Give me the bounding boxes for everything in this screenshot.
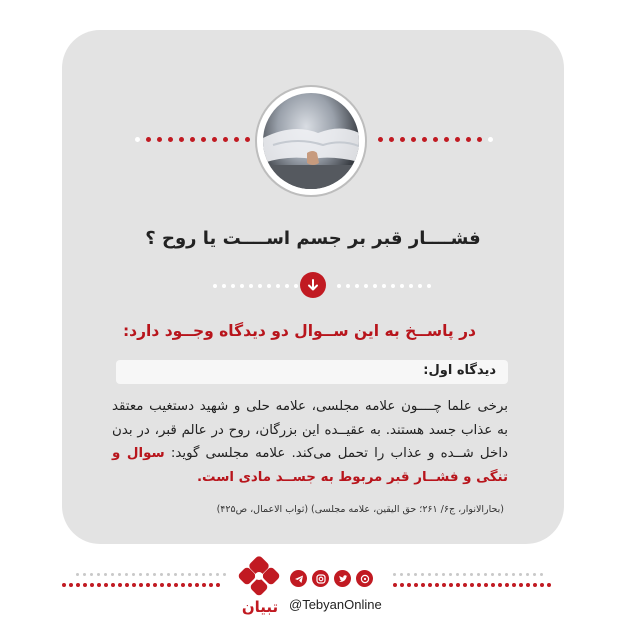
decorative-dot: [421, 583, 425, 587]
decorative-dot: [97, 583, 101, 587]
decorative-dot: [190, 137, 195, 142]
decorative-dot: [104, 573, 107, 576]
decorative-dot: [512, 573, 515, 576]
decorative-dot: [519, 583, 523, 587]
decorative-dot: [118, 573, 121, 576]
decorative-dot: [125, 583, 129, 587]
shrouded-body-image: [263, 93, 359, 189]
page-title: فشــــار قبر بر جسم اســــت یا روح ؟: [145, 228, 481, 249]
decorative-dot: [181, 583, 185, 587]
arrow-down-icon: [307, 279, 319, 291]
decorative-dots-right: [378, 137, 493, 142]
body-highlight: سوال و تنگی و فشــار قبر مربوط به جســد مادی است.: [112, 446, 508, 485]
decorative-dot: [146, 137, 151, 142]
decorative-dot: [188, 583, 192, 587]
decorative-dot: [222, 284, 226, 288]
decorative-dot: [231, 284, 235, 288]
viewpoint-label: دیدگاه اول:: [423, 363, 496, 378]
decorative-dot: [209, 573, 212, 576]
decorative-dot: [505, 583, 509, 587]
decorative-dot: [201, 137, 206, 142]
section-subtitle: در پاســخ به این ســوال دو دیدگاه وجــود دارد:: [122, 322, 476, 340]
decorative-dot: [382, 284, 386, 288]
footer-dots-right-bottom: [393, 583, 551, 587]
decorative-dot: [346, 284, 350, 288]
divider-dots-right: [337, 284, 431, 288]
decorative-dot: [202, 573, 205, 576]
decorative-dot: [76, 573, 79, 576]
decorative-dot: [195, 583, 199, 587]
decorative-dot: [484, 573, 487, 576]
decorative-dot: [118, 583, 122, 587]
decorative-dot: [491, 583, 495, 587]
decorative-dot: [488, 137, 493, 142]
decorative-dot: [540, 583, 544, 587]
decorative-dot: [389, 137, 394, 142]
decorative-dot: [466, 137, 471, 142]
decorative-dot: [90, 583, 94, 587]
body-text: برخی علما چــــون علامه مجلسی، علامه حلی و شهید دستغیب معتقد به عذاب جسد هستند. به عقیــده این بزرگان، روح در عالم قبر، در بدن داخل شــده و عذاب را تحمل می‌کند. علامه مجلسی گوید:: [112, 399, 509, 461]
decorative-dot: [135, 137, 140, 142]
decorative-dot: [188, 573, 191, 576]
decorative-dot: [83, 583, 87, 587]
decorative-dot: [364, 284, 368, 288]
header-photo: [255, 85, 367, 197]
decorative-dot: [456, 583, 460, 587]
decorative-dot: [477, 137, 482, 142]
decorative-dot: [111, 583, 115, 587]
instagram-icon[interactable]: [312, 570, 329, 587]
decorative-dot: [491, 573, 494, 576]
decorative-dot: [181, 573, 184, 576]
decorative-dot: [174, 583, 178, 587]
decorative-dot: [428, 583, 432, 587]
decorative-dot: [146, 573, 149, 576]
decorative-dot: [435, 573, 438, 576]
decorative-dot: [160, 583, 164, 587]
decorative-dot: [234, 137, 239, 142]
decorative-dot: [444, 137, 449, 142]
decorative-dot: [393, 573, 396, 576]
decorative-dot: [407, 573, 410, 576]
scroll-down-button[interactable]: [300, 272, 326, 298]
twitter-icon[interactable]: [334, 570, 351, 587]
decorative-dot: [174, 573, 177, 576]
decorative-dot: [285, 284, 289, 288]
decorative-dot: [258, 284, 262, 288]
decorative-dots-left: [135, 137, 250, 142]
decorative-dot: [355, 284, 359, 288]
decorative-dot: [195, 573, 198, 576]
decorative-dot: [414, 583, 418, 587]
decorative-dot: [146, 583, 150, 587]
divider-dots-left: [213, 284, 307, 288]
decorative-dot: [435, 583, 439, 587]
decorative-dot: [216, 573, 219, 576]
decorative-dot: [498, 573, 501, 576]
decorative-dot: [76, 583, 80, 587]
decorative-dot: [132, 573, 135, 576]
decorative-dot: [104, 583, 108, 587]
decorative-dot: [442, 573, 445, 576]
decorative-dot: [519, 573, 522, 576]
decorative-dot: [512, 583, 516, 587]
decorative-dot: [83, 573, 86, 576]
decorative-dot: [125, 573, 128, 576]
decorative-dot: [526, 583, 530, 587]
decorative-dot: [213, 284, 217, 288]
decorative-dot: [267, 284, 271, 288]
decorative-dot: [463, 583, 467, 587]
decorative-dot: [132, 583, 136, 587]
decorative-dot: [533, 573, 536, 576]
decorative-dot: [455, 137, 460, 142]
social-handle: @TebyanOnline: [289, 597, 382, 612]
decorative-dot: [409, 284, 413, 288]
decorative-dot: [411, 137, 416, 142]
decorative-dot: [139, 573, 142, 576]
footer-dots-left-top: [76, 573, 226, 576]
decorative-dot: [449, 573, 452, 576]
decorative-dot: [463, 573, 466, 576]
decorative-dot: [212, 137, 217, 142]
decorative-dot: [456, 573, 459, 576]
decorative-dot: [418, 284, 422, 288]
decorative-dot: [160, 573, 163, 576]
decorative-dot: [414, 573, 417, 576]
decorative-dot: [470, 573, 473, 576]
decorative-dot: [216, 583, 220, 587]
telegram-icon[interactable]: [290, 570, 307, 587]
decorative-dot: [90, 573, 93, 576]
decorative-dot: [442, 583, 446, 587]
decorative-dot: [153, 583, 157, 587]
decorative-dot: [391, 284, 395, 288]
viewpoint-header: [116, 360, 508, 384]
decorative-dot: [337, 284, 341, 288]
aparat-icon[interactable]: [356, 570, 373, 587]
decorative-dot: [498, 583, 502, 587]
decorative-dot: [400, 573, 403, 576]
decorative-dot: [470, 583, 474, 587]
decorative-dot: [449, 583, 453, 587]
decorative-dot: [378, 137, 383, 142]
decorative-dot: [400, 583, 404, 587]
decorative-dot: [428, 573, 431, 576]
decorative-dot: [111, 573, 114, 576]
body-paragraph: [112, 395, 508, 489]
decorative-dot: [477, 573, 480, 576]
decorative-dot: [407, 583, 411, 587]
decorative-dot: [179, 137, 184, 142]
decorative-dot: [167, 583, 171, 587]
decorative-dot: [276, 284, 280, 288]
social-links: [290, 570, 373, 587]
decorative-dot: [294, 284, 298, 288]
decorative-dot: [484, 583, 488, 587]
decorative-dot: [533, 583, 537, 587]
decorative-dot: [433, 137, 438, 142]
decorative-dot: [223, 137, 228, 142]
decorative-dot: [540, 573, 543, 576]
tebyan-logo: [236, 556, 282, 598]
decorative-dot: [240, 284, 244, 288]
decorative-dot: [245, 137, 250, 142]
decorative-dot: [427, 284, 431, 288]
decorative-dot: [422, 137, 427, 142]
decorative-dot: [373, 284, 377, 288]
decorative-dot: [167, 573, 170, 576]
decorative-dot: [202, 583, 206, 587]
brand-name: تبیان: [241, 598, 279, 616]
decorative-dot: [505, 573, 508, 576]
source-citation: (بحارالانوار، ج۶/ ۲۶۱؛ حق الیقین، علامه مجلسی) (ثواب الاعمال، ص۴۲۵): [216, 504, 504, 515]
decorative-dot: [393, 583, 397, 587]
decorative-dot: [477, 583, 481, 587]
decorative-dot: [157, 137, 162, 142]
decorative-dot: [153, 573, 156, 576]
decorative-dot: [547, 583, 551, 587]
decorative-dot: [400, 284, 404, 288]
footer-dots-left-bottom: [62, 583, 220, 587]
decorative-dot: [209, 583, 213, 587]
decorative-dot: [421, 573, 424, 576]
footer-dots-right-top: [393, 573, 543, 576]
decorative-dot: [168, 137, 173, 142]
decorative-dot: [69, 583, 73, 587]
decorative-dot: [400, 137, 405, 142]
decorative-dot: [97, 573, 100, 576]
decorative-dot: [223, 573, 226, 576]
decorative-dot: [249, 284, 253, 288]
decorative-dot: [139, 583, 143, 587]
decorative-dot: [526, 573, 529, 576]
decorative-dot: [62, 583, 66, 587]
